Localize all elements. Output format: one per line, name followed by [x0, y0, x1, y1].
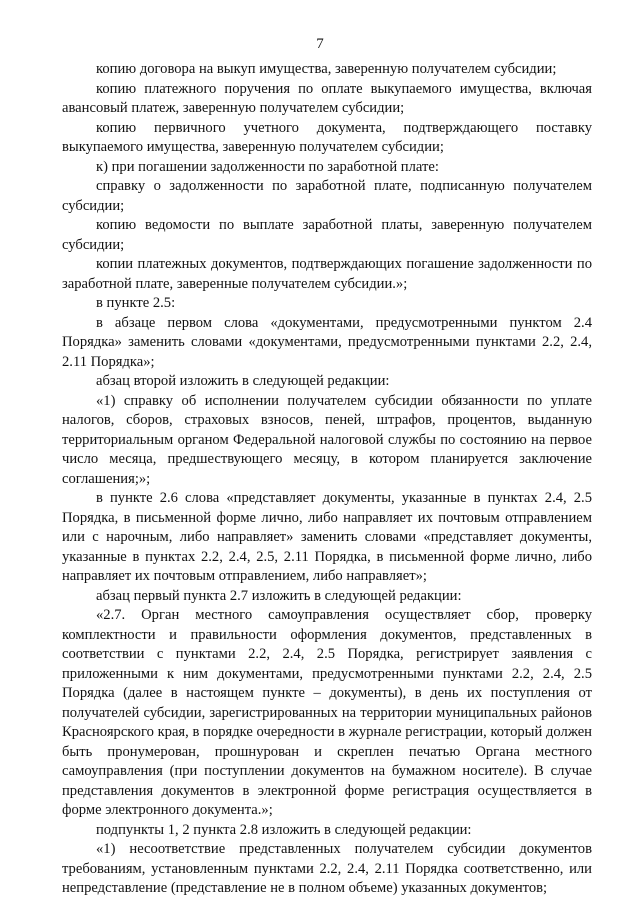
paragraph: в пункте 2.6 слова «представляет документы, указанные в пунктах 2.4, 2.5 Порядка, в письменной форме лично, либо направляет их почтовым отправлением или с нарочным, либо направляет» заменить словами «представляет документы, указанные в пунктах 2.2, 2.4, 2.5, 2.11 Порядка, в письменной форме лично, либо направляет их почтовым отправлением, либо направляет»; — [62, 490, 592, 584]
paragraph: копию платежного поручения по оплате выкупаемого имущества, включая авансовый платеж, заверенную получателем субсидии; — [62, 80, 592, 116]
paragraph: подпункты 1, 2 пункта 2.8 изложить в следующей редакции: — [96, 821, 472, 838]
paragraph: абзац второй изложить в следующей редакции: — [96, 373, 390, 389]
paragraph: справку о задолженности по заработной плате, подписанную получателем субсидии; — [62, 178, 592, 214]
paragraph: в пункте 2.5: — [96, 295, 176, 311]
paragraph: копии платежных документов, подтверждающих погашение задолженности по заработной плате, заверенные получателем субсидии.»; — [62, 256, 592, 292]
page-number: 7 — [316, 36, 324, 52]
paragraph: в абзаце первом слова «документами, предусмотренными пунктом 2.4 Порядка» заменить словами «документами, предусмотренными пунктами 2.2, 2.4, 2.11 Порядка»; — [62, 314, 592, 370]
paragraph: «2.7. Орган местного самоуправления осуществляет сбор, проверку комплектности и правильности оформления документов, представленных в соответствии с пунктами 2.2, 2.4, 2.5 Порядка, регистрирует заявления с приложенными к ним документами, предусмотренными пунктами 2.2, 2.4, 2.5 Порядка (далее в настоящем пункте – документы), в день их поступления от получателей субсидии, зарегистрированных на территории муниципальных районов Красноярского края, в порядке очередности в журнале регистрации, который должен быть пронумерован, прошнурован и скреплен печатью Органа местного самоуправления (при поступлении документов на бумажном носителе). В случае представления документов в электронной форме регистрация осуществляется в форме электронного документа.»; — [62, 607, 592, 818]
paragraph: копию договора на выкуп имущества, заверенную получателем субсидии; — [96, 61, 557, 77]
paragraph: абзац первый пункта 2.7 изложить в следующей редакции: — [96, 587, 462, 604]
paragraph: копию первичного учетного документа, подтверждающего поставку выкупаемого имущества, заверенную получателем субсидии; — [62, 119, 592, 155]
paragraph: к) при погашении задолженности по заработной плате: — [96, 158, 439, 175]
paragraph: «1) несоответствие представленных получателем субсидии документов требованиям, установленным пунктами 2.2, 2.4, 2.11 Порядка соответственно, или непредставление (представление не в полном объеме) указанных документов; — [62, 841, 592, 896]
paragraph: копию ведомости по выплате заработной платы, заверенную получателем субсидии; — [62, 217, 592, 253]
paragraph: «1) справку об исполнении получателем субсидии обязанности по уплате налогов, сборов, страховых взносов, пеней, штрафов, процентов, выданную территориальным органом Федеральной налоговой службы по состоянию на первое число месяца, предшествующего месяцу, в котором планируется заключение соглашения;»; — [62, 392, 592, 487]
document-body — [62, 60, 592, 899]
